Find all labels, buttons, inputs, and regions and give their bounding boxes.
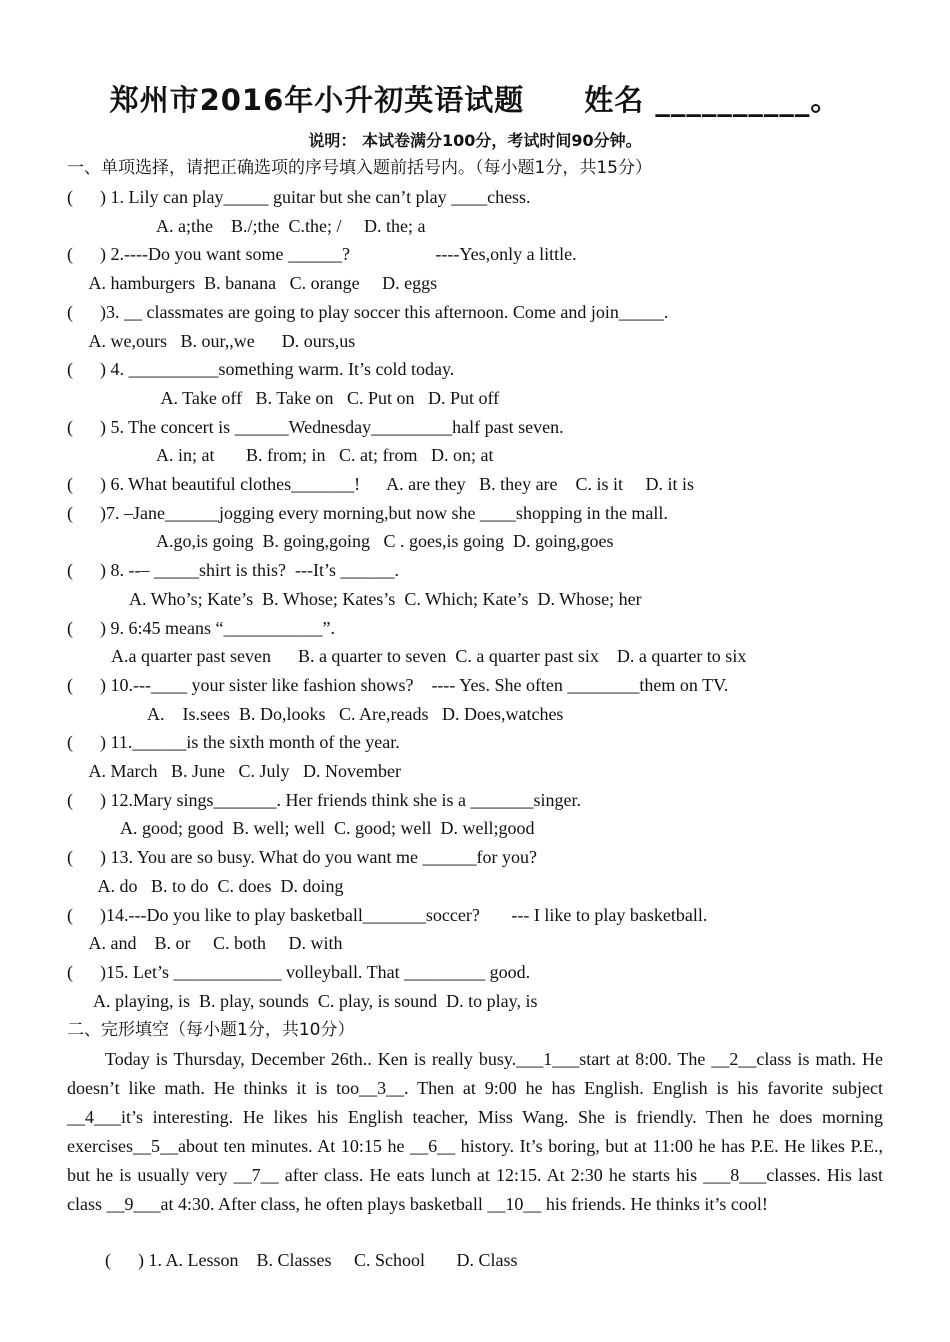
question-line: ( )7. –Jane______jogging every morning,but now she ____shopping in the mall. (67, 502, 668, 523)
question-line: ( ) 6. What beautiful clothes_______! A. are they B. they are C. is it D. it is (67, 474, 695, 494)
exam-title: 郑州市2016年小升初英语试题 (109, 83, 525, 117)
question-line: ( )14.---Do you like to play basketball_______soccer? --- I like to play basketball. (67, 904, 708, 925)
question-line: A. Who’s; Kate’s B. Whose; Kates’s C. Which; Kate’s D. Whose; her (67, 588, 642, 609)
question-line: A.go,is going B. going,going C . goes,is going D. going,goes (67, 531, 614, 552)
question-line: A. March B. June C. July D. November (67, 761, 401, 781)
question-line: ( )15. Let’s ____________ volleyball. That _________ good. (67, 961, 531, 982)
question-line: A. in; at B. from; in C. at; from D. on; at (67, 445, 494, 466)
question-line: ( ) 12.Mary sings_______. Her friends think she is a _______singer. (67, 789, 581, 810)
question-line: A. we,ours B. our,,we D. ours,us (67, 330, 356, 351)
question-line: ( ) 4. __________something warm. It’s cold today. (67, 359, 455, 380)
cloze-question-1: ( ) 1. A. Lesson B. Classes C. School D. Class (105, 1250, 518, 1270)
question-line: A. do B. to do C. does D. doing (67, 875, 344, 896)
question-line: ( ) 8. --– _____shirt is this? ---It’s ______. (67, 560, 399, 581)
question-line: A. and B. or C. both D. with (67, 933, 343, 954)
cloze-passage: Today is Thursday, December 26th.. Ken is really busy.___1___start at 8:00. The __2__class is math. He doesn’t like math. He thinks it is too__3__. Then at 9:00 he has English. English is his favorite subject __4___it’s interesting. He likes his English teacher, Miss Wang. She is friendly. Then he does morning exercises__5__about ten minutes. At 10:15 he __6__ history. It’s boring, but at 11:00 he has P.E. He likes P.E., but he is usually very __7__ after class. He eats lunch at 12:15. At 2:30 he starts his ___8___classes. His last class __9___at 4:30. After class, he often plays basketball __10__ his friends. He thinks it’s cool! (67, 1049, 883, 1214)
question-line: ( ) 11.______is the sixth month of the year. (67, 732, 400, 753)
question-line: ( ) 10.---____ your sister like fashion shows? ---- Yes. She often ________them on TV. (67, 674, 729, 695)
question-line: A. a;the B./;the C.the; / D. the; a (67, 215, 426, 236)
question-line: A. playing, is B. play, sounds C. play, is sound D. to play, is (67, 990, 538, 1011)
section-one-title: 一、单项选择，请把正确选项的序号填入题前括号内。（每小题1分，共15分） (67, 158, 652, 178)
question-line: ( ) 13. You are so busy. What do you want me ______for you? (67, 847, 537, 868)
question-line: A. Take off B. Take on C. Put on D. Put off (67, 387, 500, 408)
name-field-label: 姓名 __________。 (584, 83, 841, 117)
question-line: A. hamburgers B. banana C. orange D. eggs (67, 273, 438, 294)
question-line: ( ) 1. Lily can play_____ guitar but she can’t play ____chess. (67, 187, 531, 207)
question-line: A.a quarter past seven B. a quarter to seven C. a quarter past six D. a quarter to six (67, 646, 747, 667)
exam-instructions: 说明： 本试卷满分100分，考试时间90分钟。 (308, 131, 642, 150)
question-line: ( ) 5. The concert is ______Wednesday_________half past seven. (67, 416, 564, 437)
question-line: ( )3. __ classmates are going to play soccer this afternoon. Come and join_____. (67, 301, 669, 322)
question-line: ( ) 9. 6:45 means “___________”. (67, 617, 335, 638)
exam-title-row (0, 78, 950, 119)
question-line: A. Is.sees B. Do,looks C. Are,reads D. Does,watches (67, 703, 564, 724)
question-line: A. good; good B. well; well C. good; well D. well;good (67, 818, 535, 839)
section-two-title: 二、完形填空（每小题1分，共10分） (67, 1020, 355, 1040)
question-line: ( ) 2.----Do you want some ______? ----Yes,only a little. (67, 244, 577, 265)
